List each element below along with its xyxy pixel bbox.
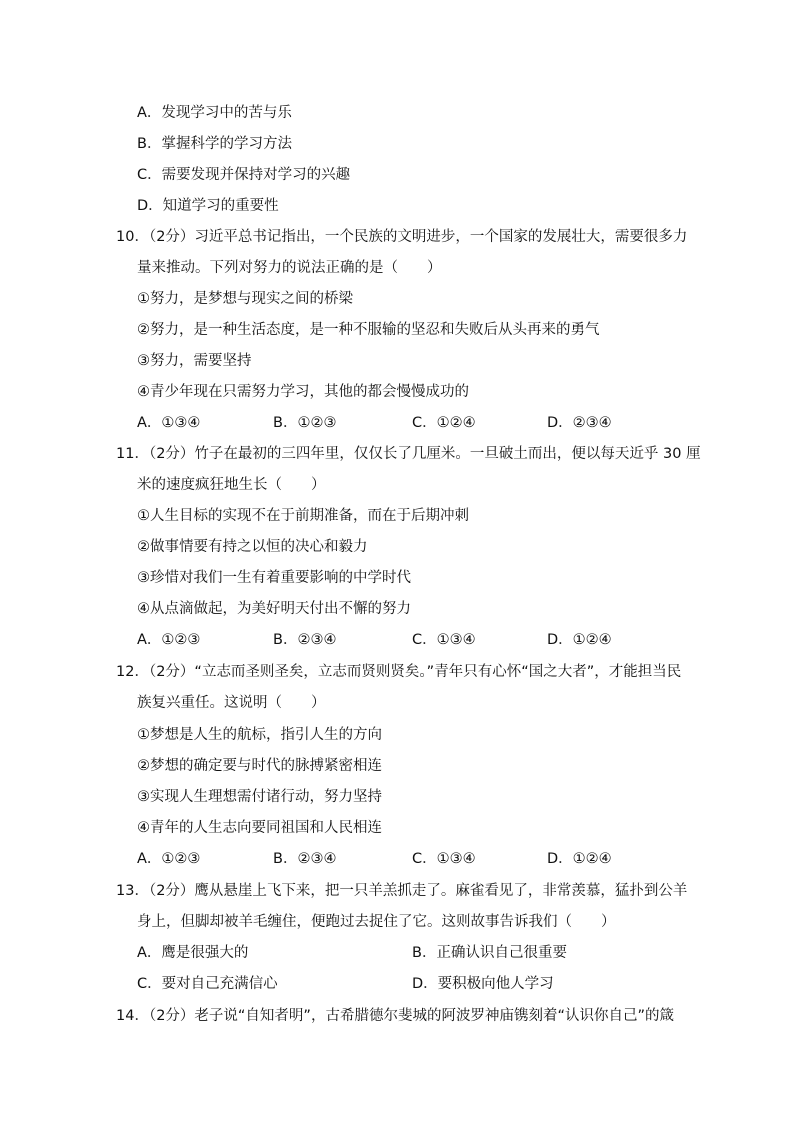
q12-option-b: B．②③④ (273, 851, 337, 867)
q11-option-b: B．②③④ (273, 632, 337, 648)
q13-option-d: D．要积极向他人学习 (412, 976, 554, 992)
q10-stem-line1: 10．（2分）习近平总书记指出，一个民族的文明进步，一个国家的发展壮大，需要很多力 (116, 229, 688, 245)
q11-item-4: ④从点滴做起，为美好明天付出不懈的努力 (137, 601, 411, 617)
q10-option-d: D．②③④ (547, 415, 612, 431)
q13-stem-line1: 13．（2分）鹰从悬崖上飞下来，把一只羊羔抓走了。麻雀看见了，非常羡慕，猛扑到公羊 (116, 883, 688, 899)
q13-stem-line2: 身上，但脚却被羊毛缠住，便跑过去捉住了它。这则故事告诉我们（ ） (137, 914, 616, 930)
q10-options (137, 413, 677, 433)
q10-item-1: ①努力，是梦想与现实之间的桥梁 (137, 291, 353, 307)
q11-item-1: ①人生目标的实现不在于前期准备，而在于后期冲刺 (137, 508, 469, 524)
q10-item-3: ③努力，需要坚持 (137, 353, 252, 369)
q12-option-d: D．①②④ (547, 851, 612, 867)
q12-item-3: ③实现人生理想需付诸行动，努力坚持 (137, 789, 382, 805)
q12-item-4: ④青年的人生志向要同祖国和人民相连 (137, 820, 382, 836)
q12-option-a: A．①②③ (137, 851, 201, 867)
q11-option-c: C．①③④ (412, 632, 476, 648)
q14-stem-line1: 14．（2分）老子说“自知者明”，古希腊德尔斐城的阿波罗神庙镌刻着“认识你自己”的箴 (116, 1008, 674, 1024)
q10-option-a: A．①③④ (137, 415, 201, 431)
q11-options (137, 630, 677, 650)
q12-stem-line2: 族复兴重任。这说明（ ） (137, 695, 326, 711)
q12-item-1: ①梦想是人生的航标，指引人生的方向 (137, 727, 382, 743)
q11-stem-line1: 11．（2分）竹子在最初的三四年里，仅仅长了几厘米。一旦破土而出，便以每天近乎 30 厘 (116, 446, 701, 462)
q13-options-row1 (137, 943, 677, 963)
q10-item-4: ④青少年现在只需努力学习，其他的都会慢慢成功的 (137, 384, 469, 400)
q9-option-d: D．知道学习的重要性 (137, 198, 279, 214)
q13-option-c: C．要对自己充满信心 (137, 976, 278, 992)
q9-option-a: A．发现学习中的苦与乐 (137, 105, 292, 121)
q11-option-d: D．①②④ (547, 632, 612, 648)
q10-option-b: B．①②③ (273, 415, 337, 431)
q10-item-2: ②努力，是一种生活态度，是一种不服输的坚忍和失败后从头再来的勇气 (137, 322, 600, 338)
q12-stem-line1: 12．（2分）“立志而圣则圣矣，立志而贤则贤矣。”青年只有心怀“国之大者”，才能担当民 (116, 664, 682, 680)
q10-stem-line2: 量来推动。下列对努力的说法正确的是（ ） (137, 260, 442, 276)
q11-stem-line2: 米的速度疯狂地生长（ ） (137, 477, 326, 493)
q11-item-3: ③珍惜对我们一生有着重要影响的中学时代 (137, 570, 411, 586)
q12-item-2: ②梦想的确定要与时代的脉搏紧密相连 (137, 758, 382, 774)
q11-item-2: ②做事情要有持之以恒的决心和毅力 (137, 539, 368, 555)
q9-option-c: C．需要发现并保持对学习的兴趣 (137, 167, 351, 183)
q10-option-c: C．①②④ (412, 415, 476, 431)
q13-options-row2 (137, 974, 677, 994)
q12-options (137, 849, 677, 869)
q13-option-b: B．正确认识自己很重要 (412, 945, 567, 961)
q11-option-a: A．①②③ (137, 632, 201, 648)
q9-option-b: B．掌握科学的学习方法 (137, 136, 292, 152)
q12-option-c: C．①③④ (412, 851, 476, 867)
q13-option-a: A．鹰是很强大的 (137, 945, 249, 961)
